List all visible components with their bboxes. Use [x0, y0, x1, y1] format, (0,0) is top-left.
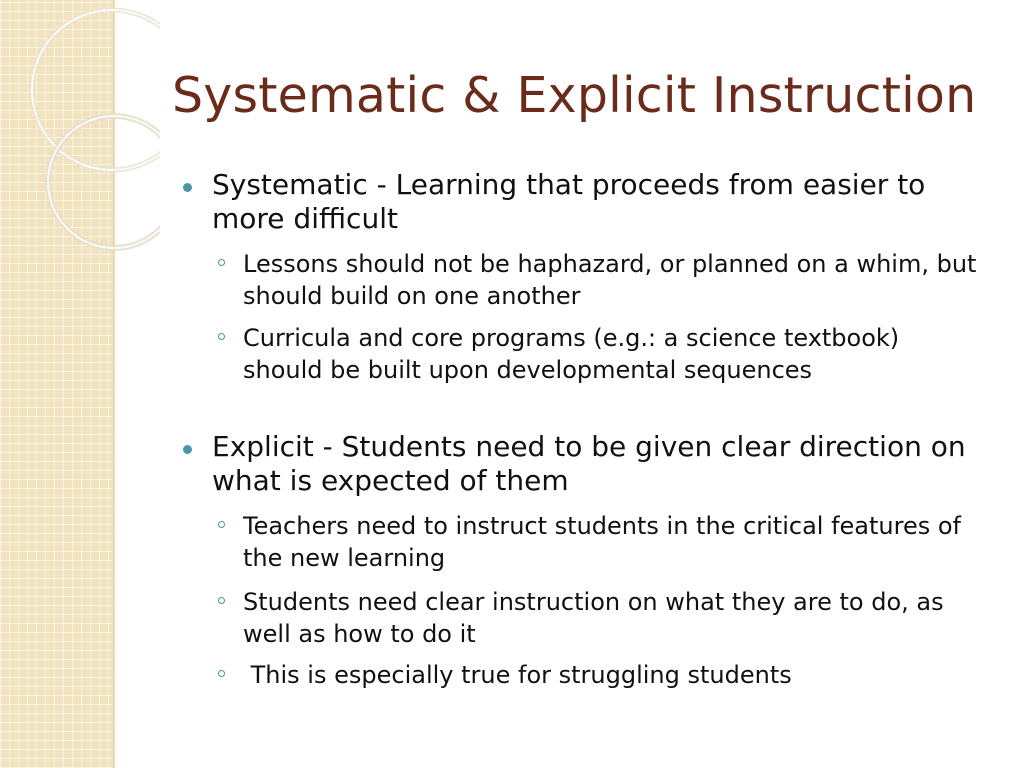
sub-bullet-students: Students need clear instruction on what they are to do, as well as how to do it [243, 588, 944, 648]
bullet-dot-icon [183, 183, 192, 192]
sub-bullet-circle-icon [218, 521, 225, 528]
sub-bullet-lessons: Lessons should not be haphazard, or planned on a whim, but should build on one another [243, 250, 977, 310]
sub-bullet-circle-icon [218, 597, 225, 604]
bullet-dot-icon [183, 445, 192, 454]
sub-bullet-struggling: This is especially true for struggling students [243, 661, 792, 689]
bullet-systematic: Systematic - Learning that proceeds from easier to more difficult [212, 168, 926, 235]
bullet-explicit: Explicit - Students need to be given clear direction on what is expected of them [212, 430, 966, 497]
sub-bullet-teachers: Teachers need to instruct students in the critical features of the new learning [243, 512, 961, 572]
sub-bullet-curricula: Curricula and core programs (e.g.: a science textbook) should be built upon developmental sequences [243, 324, 900, 384]
sub-bullet-circle-icon [218, 259, 225, 266]
sub-bullet-circle-icon [218, 333, 225, 340]
sub-bullet-circle-icon [218, 670, 225, 677]
slide-title: Systematic & Explicit Instruction [172, 67, 977, 124]
